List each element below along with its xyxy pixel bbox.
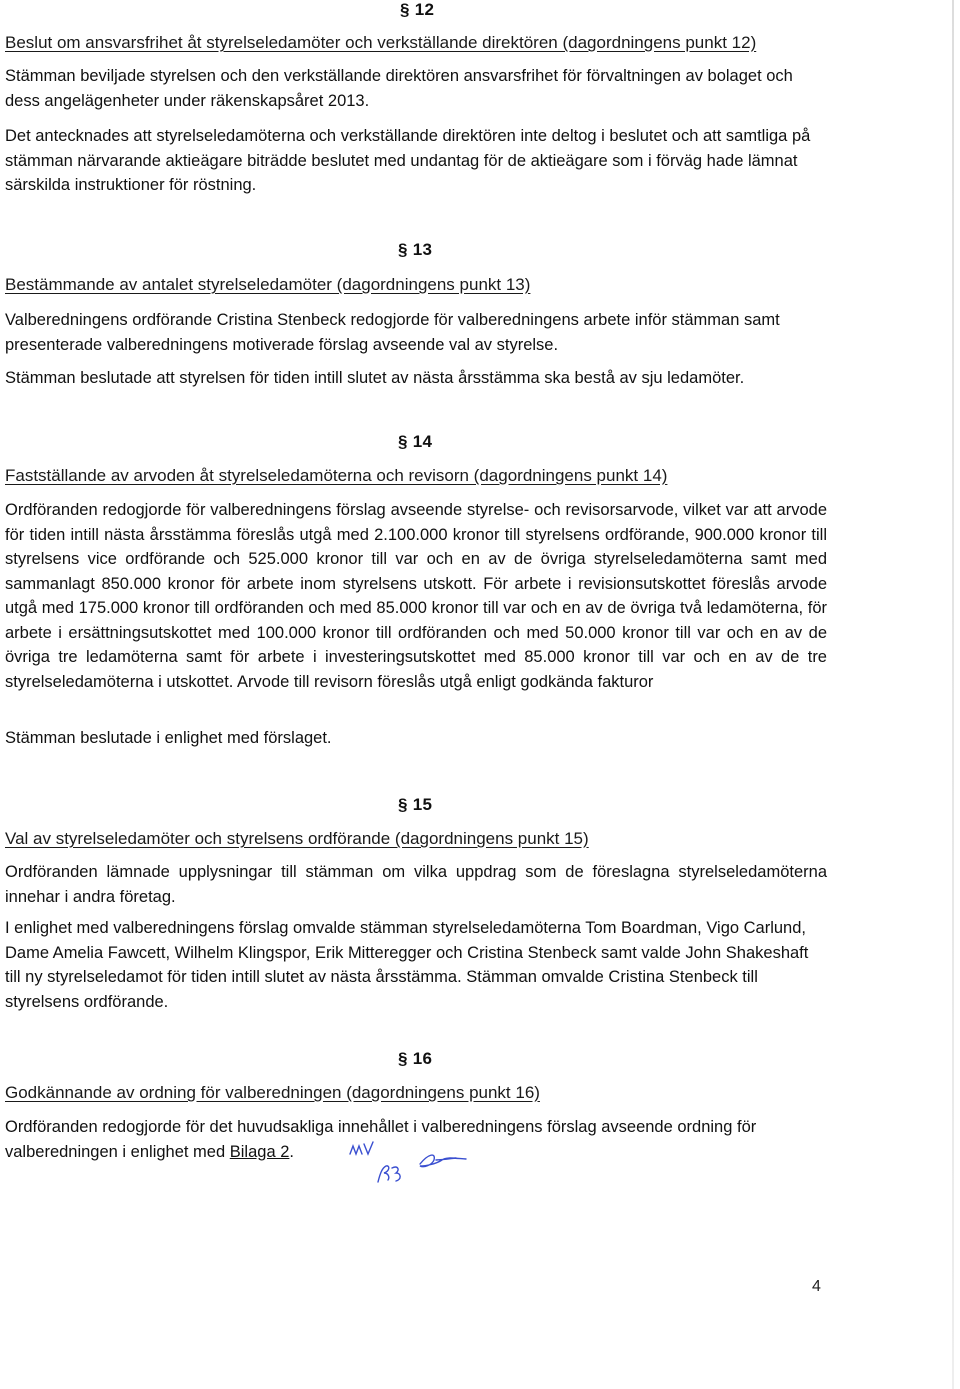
handwritten-initials-signature — [348, 1138, 488, 1190]
attachment-link: Bilaga 2 — [229, 1142, 290, 1161]
section-15-paragraph-1: Ordföranden lämnade upplysningar till stämman om vilka uppdrag som de föreslagna styrelseledamöterna innehar i andra företag. — [5, 863, 827, 906]
scan-edge-divider — [952, 0, 954, 1389]
section-14-number: § 14 — [398, 432, 433, 451]
section-13-heading: Bestämmande av antalet styrelseledamöter (dagordningens punkt 13) — [5, 275, 531, 294]
section-13-paragraph-1: Valberedningens ordförande Cristina Stenbeck redogjorde för valberedningens arbete inför stämman samt presenterade valberedningens motiverade förslag avseende val av styrelse. — [5, 311, 780, 354]
section-13-paragraph-2: Stämman beslutade att styrelsen för tiden intill slutet av nästa årsstämma ska bestå av sju ledamöter. — [5, 369, 745, 387]
section-12-paragraph-1: Stämman beviljade styrelsen och den verkställande direktören ansvarsfrihet för förvaltningen av bolaget och dess angelägenheter under räkenskapsåret 2013. — [5, 67, 793, 110]
section-15-number: § 15 — [398, 795, 433, 814]
section-14-paragraph-2: Stämman beslutade i enlighet med förslaget. — [5, 729, 332, 747]
section-14-heading: Fastställande av arvoden åt styrelseledamöterna och revisorn (dagordningens punkt 14) — [5, 466, 668, 485]
section-15-paragraph-2: I enlighet med valberedningens förslag omvalde stämman styrelseledamöterna Tom Boardman, Vigo Carlund, Dame Amelia Fawcett, Wilhelm Klingspor, Erik Mitteregger och Cristina Stenbeck samt valde John Shakeshaft till ny styrelseledamot för tiden intill slutet av nästa årsstämma. Stämman omvalde Cristina Stenbeck till styrelsens ordförande. — [5, 919, 809, 1011]
section-16-heading: Godkännande av ordning för valberedningen (dagordningens punkt 16) — [5, 1083, 540, 1102]
attachment-suffix: . — [289, 1142, 294, 1161]
section-15-heading: Val av styrelseledamöter och styrelsens ordförande (dagordningens punkt 15) — [5, 829, 589, 848]
page-number: 4 — [812, 1278, 821, 1295]
section-12-number: § 12 — [400, 0, 435, 19]
section-16-paragraph-text: Ordföranden redogjorde för det huvudsakliga innehållet i valberedningens förslag avseende ordning för valberedningen i enlighet med — [5, 1118, 757, 1161]
section-14-paragraph-1: Ordföranden redogjorde för valberedningens förslag avseende styrelse- och revisorsarvode, vilket var att arvode för tiden intill nästa årsstämma föreslås utgå med 2.100.000 kronor till styrelsens ordförande, 900.000 kronor till styrelsens vice ordförande och 525.000 kronor till var och en av de övriga styrelseledamöterna samt med sammanlagt 850.000 kronor för arbete inom styrelsens utskott. För arbete i revisionsutskottet föreslås arvode utgå med 175.000 kronor till ordföranden och med 85.000 kronor till var och en av de övriga två ledamöterna, för arbete i ersättningsutskottet med 100.000 kronor till ordföranden och med 50.000 kronor till var och en av de övriga tre ledamöterna samt för arbete i investeringsutskottet med 85.000 kronor till var och en av de tre styrelseledamöterna i utskottet. Arvode till revisorn föreslås utgå enligt godkända fakturor — [5, 501, 827, 691]
section-16-number: § 16 — [398, 1049, 433, 1068]
section-13-number: § 13 — [398, 240, 433, 259]
section-12-heading: Beslut om ansvarsfrihet åt styrelseledamöter och verkställande direktören (dagordningens punkt 12) — [5, 33, 757, 52]
section-12-paragraph-2: Det antecknades att styrelseledamöterna och verkställande direktören inte deltog i beslutet och att samtliga på stämman närvarande aktieägare biträdde beslutet med undantag för de aktieägare som i förväg hade lämnat särskilda instruktioner för röstning. — [5, 127, 811, 194]
